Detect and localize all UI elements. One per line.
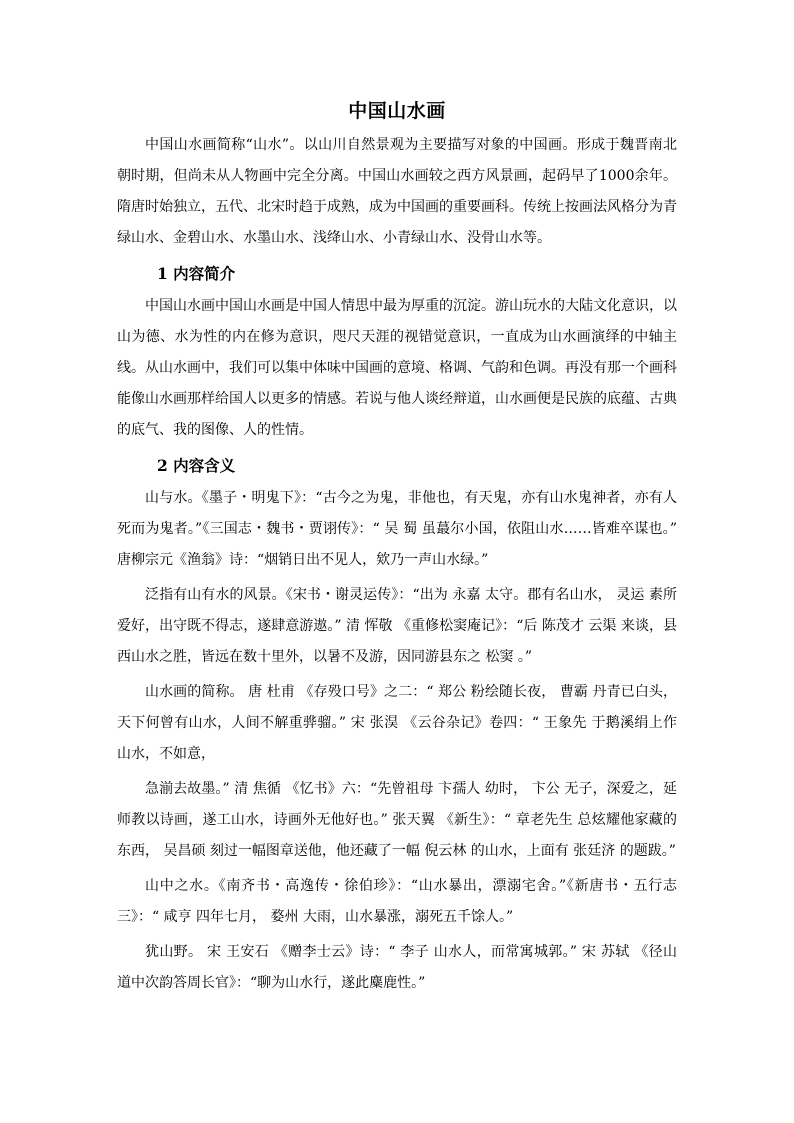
section-2-paragraph-2: 泛指有山有水的风景。《宋书・谢灵运传》：“出为 永嘉 太守。郡有名山水， 灵运 素所爱好，出守既不得志，遂肆意游遨。” 清 恽敬 《重修松窦庵记》：“后 陈茂才 云渠 来谈，县西山水之胜，皆远在数十里外，以暑不及游，因同游县东之 松窦 。” bbox=[117, 587, 677, 665]
section-1-heading: 1 内容简介 bbox=[157, 264, 236, 283]
section-2-paragraph-3: 山水画的简称。 唐 杜甫 《存殁口号》之二：“ 郑公 粉绘随长夜， 曹霸 丹青已白头，天下何曾有山水，人间不解重骅骝。” 宋 张淏 《云谷杂记》卷四：“ 王象先 于鹅溪绢上作山水，不如意， bbox=[117, 684, 677, 762]
document-page bbox=[117, 98, 677, 999]
section-2-heading: 2 内容含义 bbox=[157, 456, 236, 475]
section-2-paragraph-1: 山与水。《墨子・明鬼下》：“古今之为鬼，非他也，有天鬼，亦有山水鬼神者，亦有人死而为鬼者。”《三国志・魏书・贾诩传》：“ 吴 蜀 虽蕞尔小国，依阻山水……皆难卒谋也。” 唐柳宗元《渔翁》诗：“烟销日出不见人，欸乃一声山水绿。” bbox=[117, 490, 677, 568]
section-2-paragraph-6: 犹山野。 宋 王安石 《赠李士云》诗：“ 李子 山水人，而常寓城郭。” 宋 苏轼 《径山道中次韵答周长官》：“聊为山水行，遂此麋鹿性。” bbox=[117, 944, 677, 991]
intro-paragraph: 中国山水画简称“山水”。以山川自然景观为主要描写对象的中国画。形成于魏晋南北朝时期，但尚未从人物画中完全分离。中国山水画较之西方风景画，起码早了1000余年。隋唐时始独立，五代、北宋时趋于成熟，成为中国画的重要画科。传统上按画法风格分为青绿山水、金碧山水、水墨山水、浅绛山水、小青绿山水、没骨山水等。 bbox=[117, 137, 677, 246]
document-title: 中国山水画 bbox=[348, 100, 446, 122]
section-2-paragraph-4: 急湔去故墨。” 清 焦循 《忆书》六：“先曾祖母 卞孺人 幼时， 卞公 无子，深爱之，延师教以诗画，遂工山水，诗画外无他好也。” 张天翼 《新生》：“ 章老先生 总炫耀他家藏的东西， 吴昌硕 刻过一幅图章送他，他还藏了一幅 倪云林 的山水，上面有 张廷济 的题跋。” bbox=[117, 781, 677, 859]
section-1-paragraph: 中国山水画中国山水画是中国人情思中最为厚重的沉淀。游山玩水的大陆文化意识，以山为德、水为性的内在修为意识，咫尺天涯的视错觉意识，一直成为山水画演绎的中轴主线。从山水画中，我们可以集中体味中国画的意境、格调、气韵和色调。再没有那一个画科能像山水画那样给国人以更多的情感。若说与他人谈经辩道，山水画便是民族的底蕴、古典的底气、我的图像、人的性情。 bbox=[117, 298, 677, 438]
section-2-paragraph-5: 山中之水。《南齐书・高逸传・徐伯珍》：“山水暴出，漂溺宅舍。”《新唐书・五行志三》：“ 咸亨 四年七月， 婺州 大雨，山水暴涨，溺死五千馀人。” bbox=[117, 878, 677, 925]
